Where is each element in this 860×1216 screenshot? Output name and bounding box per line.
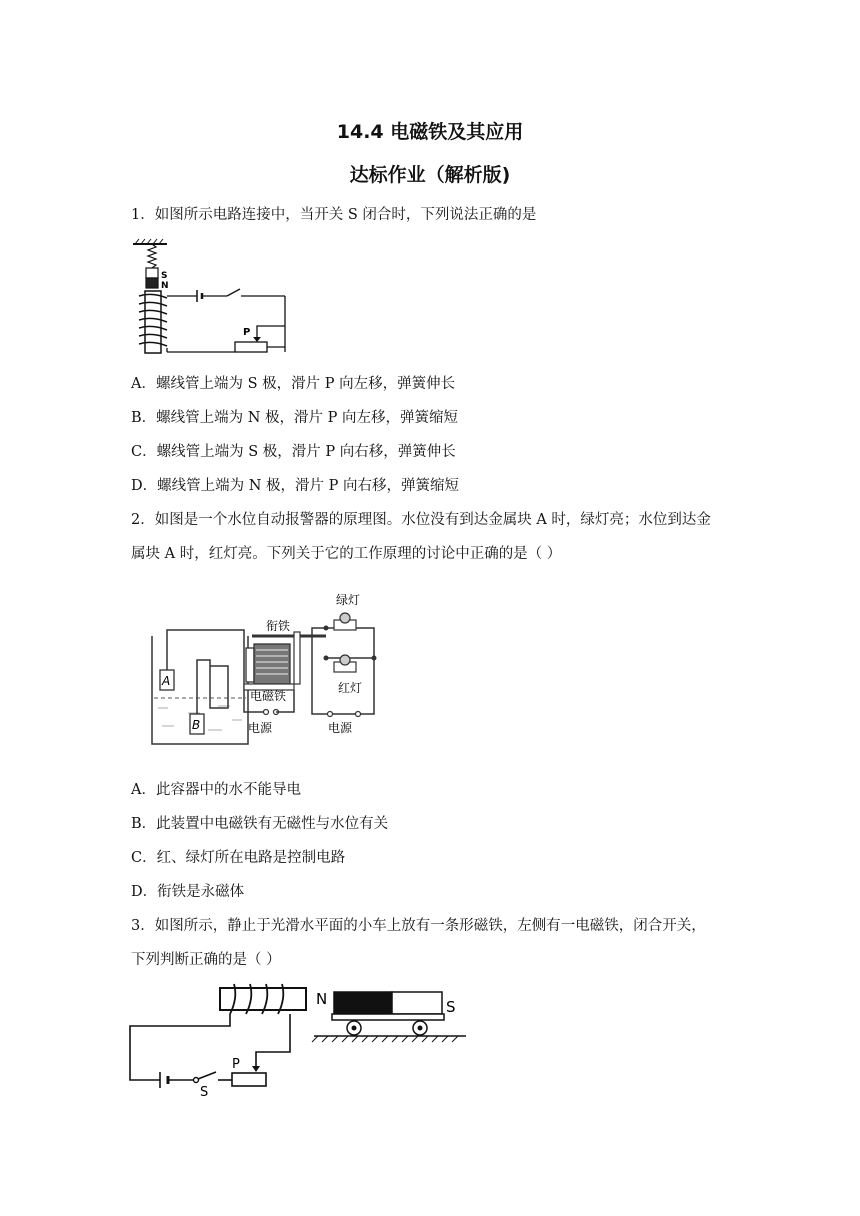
question-1-figure: [125, 236, 295, 360]
red-lamp-label: 红灯: [338, 681, 363, 695]
green-lamp-label: 绿灯: [336, 593, 361, 607]
power-label-2: 电源: [328, 721, 353, 735]
q2-option-d: D．衔铁是永磁体: [131, 884, 245, 900]
armature-label: 衔铁: [266, 619, 291, 633]
question-2-figure: [148, 588, 388, 748]
q2-option-b: B．此装置中电磁铁有无磁性与水位有关: [131, 816, 389, 832]
question-2-text-line2: 属块 A 时，红灯亮。下列关于它的工作原理的讨论中正确的是（ ）: [131, 546, 562, 562]
q2-option-a: A．此容器中的水不能导电: [131, 782, 301, 798]
slider-p-label: P: [232, 1057, 240, 1072]
slider-p-label: P: [243, 327, 251, 338]
magnet-s-label: S: [446, 998, 456, 1016]
q1-option-c: C．螺线管上端为 S 极，滑片 P 向右移，弹簧伸长: [131, 444, 456, 460]
q1-option-a: A．螺线管上端为 S 极，滑片 P 向左移，弹簧伸长: [131, 376, 456, 392]
question-3-figure: [126, 980, 476, 1100]
question-1-text: 1．如图所示电路连接中，当开关 S 闭合时，下列说法正确的是: [131, 207, 537, 223]
electromagnet-label: 电磁铁: [250, 689, 287, 703]
electrode-a-label: A: [162, 674, 171, 688]
switch-s-label: S: [200, 1085, 209, 1100]
magnet-n-label: N: [316, 990, 328, 1008]
magnet-n-label: N: [161, 281, 169, 291]
q1-option-d: D．螺线管上端为 N 极，滑片 P 向右移，弹簧缩短: [131, 478, 460, 494]
power-label-1: 电源: [248, 721, 273, 735]
question-3-text-line1: 3．如图所示，静止于光滑水平面的小车上放有一条形磁铁，左侧有一电磁铁，闭合开关，: [131, 918, 706, 934]
q2-option-c: C．红、绿灯所在电路是控制电路: [131, 850, 346, 866]
electrode-b-label: B: [192, 718, 201, 732]
question-3-text-line2: 下列判断正确的是（ ）: [131, 952, 281, 968]
magnet-s-label: S: [161, 271, 168, 281]
question-2-text-line1: 2．如图是一个水位自动报警器的原理图。水位没有到达金属块 A 时，绿灯亮；水位到达金: [131, 512, 711, 528]
q1-option-b: B．螺线管上端为 N 极，滑片 P 向左移，弹簧缩短: [131, 410, 459, 426]
page-title: 14.4 电磁铁及其应用: [336, 121, 524, 143]
page-subtitle: 达标作业（解析版): [349, 164, 511, 186]
